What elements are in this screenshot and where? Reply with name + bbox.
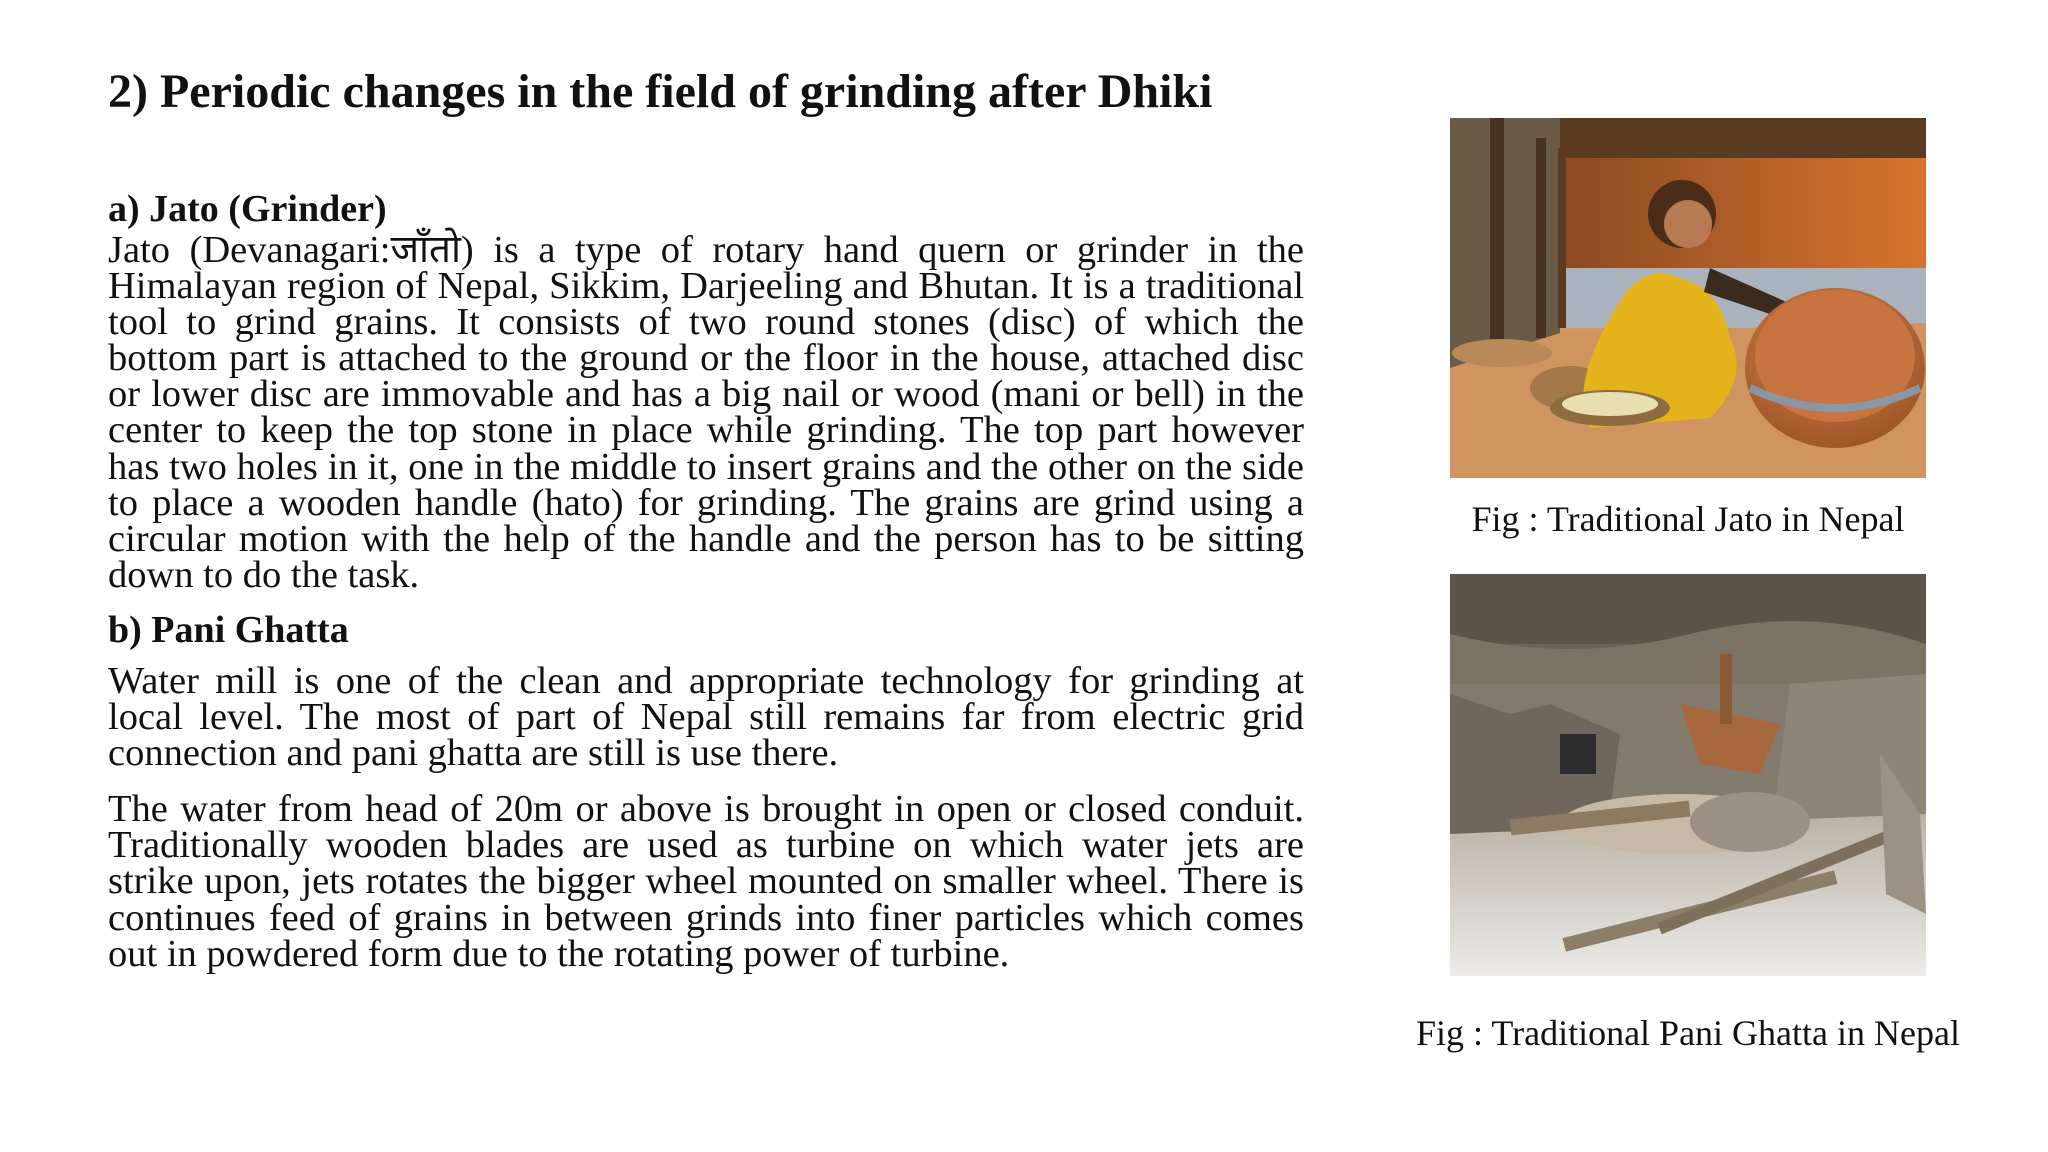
pani-ghatta-caption: Fig : Traditional Pani Ghatta in Nepal	[1416, 1013, 1960, 1053]
text-column	[108, 186, 1304, 975]
jato-caption: Fig : Traditional Jato in Nepal	[1471, 499, 1905, 539]
jato-paragraph: Jato (Devanagari:जाँतो) is a type of rotary hand quern or grinder in the Himalayan region of Nepal, Sikkim, Darjeeling and Bhutan. It is a traditional tool to grind grains. It consists of two round stones (disc) of which the bottom part is attached to the ground or the floor in the house, attached disc or lower disc are immovable and has a big nail or wood (mani or bell) in the center to keep the top stone in place while grinding. The top part however has two holes in it, one in the middle to insert grains and the other on the side to place a wooden handle (hato) for grinding. The grains are grind using a circular motion with the help of the handle and the person has to be sitting down to do the task.	[108, 229, 1304, 596]
pani-ghatta-paragraph-1: Water mill is one of the clean and appropriate technology for grinding at local level. The most of part of Nepal still remains far from electric grid connection and pani ghatta are still is use there.	[108, 659, 1304, 775]
jato-photo	[1450, 118, 1926, 478]
pani-ghatta-photo	[1450, 574, 1926, 976]
slide-title: 2) Periodic changes in the field of grinding after Dhiki	[108, 65, 1213, 118]
pani-ghatta-heading: b) Pani Ghatta	[108, 608, 349, 651]
jato-heading: a) Jato (Grinder)	[108, 188, 387, 230]
pani-ghatta-paragraph-2: The water from head of 20m or above is brought in open or closed conduit. Traditionally wooden blades are used as turbine on which water jets are strike upon, jets rotates the bigger wheel mounted on smaller wheel. There is continues feed of grains in between grinds into finer particles which comes out in powdered form due to the rotating power of turbine.	[108, 788, 1304, 975]
